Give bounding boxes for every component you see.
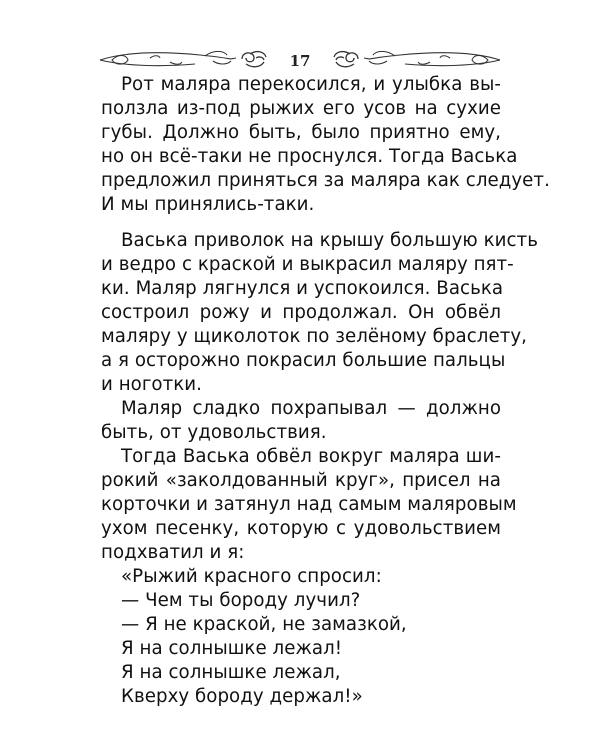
verse-line: Я на солнышке лежал, — [121, 662, 341, 683]
text-line: и ведро с краской и выкрасил маляру пят- — [101, 254, 514, 275]
text-line: Васька приволок на крышу большую кисть — [121, 230, 538, 251]
verse-line: — Я не краской, не замазкой, — [121, 614, 407, 635]
text-line: подхватил и я: — [101, 542, 245, 563]
text-line: ползла из-под рыжих его усов на сухие — [101, 98, 501, 119]
text-line: предложил приняться за маляра как следует. — [101, 170, 550, 191]
text-line: состроил рожу и продолжал. Он обвёл — [101, 302, 501, 323]
text-line: И мы принялись-таки. — [101, 194, 315, 215]
text-line: Маляр сладко похрапывал — должно — [121, 398, 501, 419]
left-flourish-icon — [100, 51, 236, 65]
text-line: корточки и затянул над самым маляровым — [101, 494, 517, 515]
text-line: ки. Маляр лягнулся и успокоился. Васька — [101, 278, 504, 299]
text-line: маляру у щиколоток по зелёному браслету, — [101, 326, 527, 347]
verse-line: Кверху бороду держал!» — [121, 686, 363, 707]
verse-line: — Чем ты бороду лучил? — [121, 590, 361, 611]
text-line: ухом песенку, которую с удовольствием — [101, 518, 501, 539]
text-line: губы. Должно быть, было приятно ему, — [101, 122, 501, 143]
right-curl-icon — [334, 52, 358, 67]
left-curl-icon — [242, 52, 266, 67]
verse-line: Я на солнышке лежал! — [121, 638, 343, 659]
text-line: быть, от удовольствия. — [101, 422, 327, 443]
right-flourish-icon — [364, 51, 500, 65]
page-number: 17 — [289, 52, 311, 70]
text-line: а я осторожно покрасил большие пальцы — [101, 350, 506, 371]
verse-line: «Рыжий красного спросил: — [121, 566, 382, 587]
text-line: рокий «заколдованный круг», присел на — [101, 470, 501, 491]
text-line: но он всё-таки не проснулся. Тогда Васька — [101, 146, 518, 167]
text-line: Тогда Васька обвёл вокруг маляра ши- — [121, 446, 501, 467]
text-line: Рот маляра перекосился, и улыбка вы- — [121, 74, 501, 95]
text-line: и ноготки. — [101, 374, 202, 395]
